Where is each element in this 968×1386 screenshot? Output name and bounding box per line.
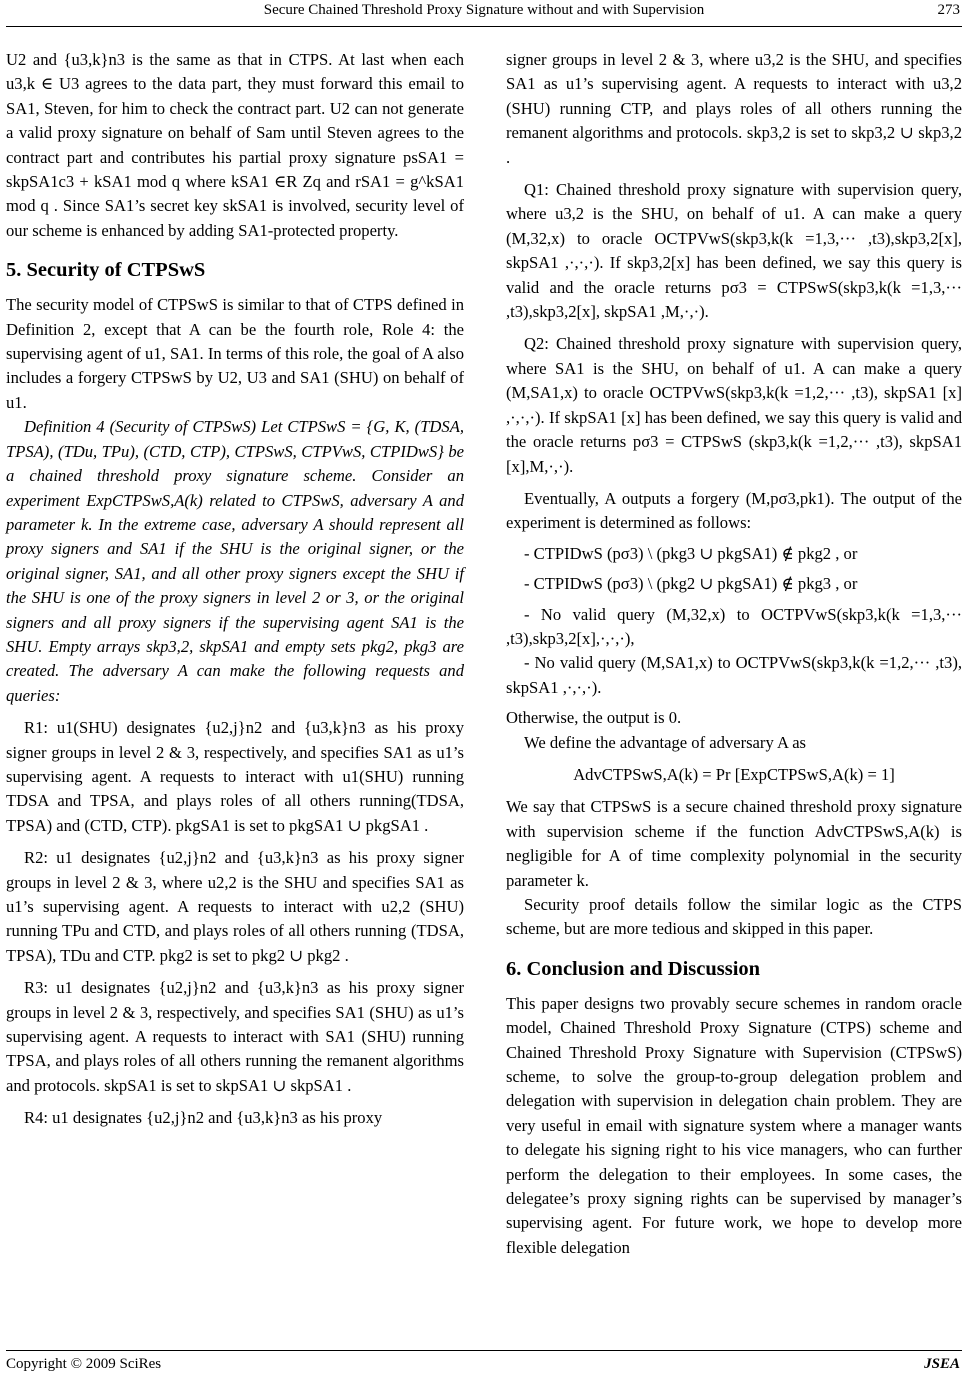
definition-4: Definition 4 (Security of CTPSwS) Let CTPSwS = {G, K, (TDSA, TPSA), (TDu, TPu), (CTD, CTP), CTPSwS, CTPVwS, CTPIDwS} be a chained threshold proxy signature scheme. Consider an experiment ExpCTPSwS,A(k) related to CTPSwS, adversary A and parameter k. In the extreme case, adversary A should represent all proxy signers and SA1 if the SHU is the original signer, or the original signer, SA1, and all other proxy signers except the SHU if the SHU is one of the proxy signers in level 2 or 3, or the original signers and all proxy signers if the supervising agent SA1 is the SHU. Empty arrays skp3,2, skpSA1 and empty sets pkg2, pkg3 are created. The adversary A can make the following requests and queries: bbox=[6, 417, 464, 705]
page-number: 273 bbox=[937, 2, 960, 18]
request-r2: R2: u1 designates {u2,j}n2 and {u3,k}n3 as his proxy signer groups in level 2 & 3, where u2,2 is the SHU and specifies SA1 as u1’s supervising agent. A requests to interact with u2,2 (SHU) running TPu and CTD, and plays roles of all others running (TDSA, TPSA), TDu and CTP. pkg2 is set to pkg2 ∪ pkg2 . bbox=[6, 848, 464, 965]
paragraph-conclusion: This paper designs two provably secure schemes in random oracle model, Chained Threshold Proxy Signature (CTPS) scheme and Chained Threshold Proxy Signature with Supervision (CTPSwS) scheme, to solve the group-to-group delegation problem and delegation with supervision in delegation chain problem. They are very useful in email with signature system where a manager wants to delegate his signing right to his vice managers, who can further perform the delegation to their employees. In some cases, the delegatee’s proxy signing rights can be supervised by manager’s supervising agent. For future work, we hope to develop more flexible delegation bbox=[506, 993, 962, 1257]
query-q2: Q2: Chained threshold proxy signature with supervision query, where SA1 is the SHU, on behalf of u1. A can make a query (M,SA1,x) to oracle OCTPVwS(skp3,k(k =1,2,··· ,t3), skpSA1 [x] ,·,·,·). If skpSA1 [x] has been defined, we say this query is valid and the oracle returns pσ3 = CTPSwS (skp3,k(k =1,2,··· ,t3), skpSA1 [x],M,·,·). bbox=[506, 334, 962, 476]
paragraph-intro: U2 and {u3,k}n3 is the same as that in CTPS. At last when each u3,k ∈ U3 agrees to the data part, they must forward this email to SA1, Steven, for him to check the contract part. U2 can not generate a valid proxy signature on behalf of Sam until Steven agrees to the contract part and contributes his partial proxy signature psSA1 = skpSA1c3 + kSA1 mod q where kSA1 ∈R Zq and rSA1 = g^kSA1 mod q . Since SA1’s secret key skSA1 is involved, security level of our scheme is enhanced by adding SA1-protected property. bbox=[6, 50, 464, 240]
paragraph-eventually: Eventually, A outputs a forgery (M,pσ3,pk1). The output of the experiment is determined as follows: bbox=[506, 488, 962, 533]
query-q1: Q1: Chained threshold proxy signature with supervision query, where u3,2 is the SHU, on behalf of u1. A can make a query (M,32,x) to oracle OCTPVwS(skp3,k(k =1,3,··· ,t3),skp3,2[x], skpSA1 ,·,·,·). If skp3,2[x] has been defined, we say this query is valid and the oracle returns pσ3 = CTPSwS(skp3,k(k =1,3,··· ,t3),skp3,2[x], skpSA1 ,M,·,·). bbox=[506, 180, 962, 322]
request-r4: R4: u1 designates {u2,j}n2 and {u3,k}n3 as his proxy bbox=[24, 1108, 383, 1128]
right-column bbox=[506, 48, 962, 1260]
journal-abbrev: JSEA bbox=[924, 1356, 960, 1372]
section-6-heading: 6. Conclusion and Discussion bbox=[506, 957, 761, 980]
condition-2: - CTPIDwS (pσ3) \ (pkg2 ∪ pkgSA1) ∉ pkg3 , or bbox=[524, 574, 858, 594]
request-r3: R3: u1 designates {u2,j}n2 and {u3,k}n3 as his proxy signer groups in level 2 & 3, respectively, and specifies SA1 (SHU) as u1’s supervising agent. A requests to interact with SA1 (SHU) running TPSA, and plays roles of all others running the remanent algorithms and protocols. skpSA1 is set to skpSA1 ∪ skpSA1 . bbox=[6, 978, 464, 1095]
paragraph-define-adv: We define the advantage of adversary A as bbox=[524, 732, 807, 752]
copyright-notice: Copyright © 2009 SciRes bbox=[6, 1356, 162, 1372]
condition-3: - No valid query (M,32,x) to OCTPVwS(skp3,k(k =1,3,··· ,t3),skp3,2[x],·,·,·), bbox=[506, 604, 962, 648]
footer-rule bbox=[6, 1350, 962, 1351]
request-r1: R1: u1(SHU) designates {u2,j}n2 and {u3,k}n3 as his proxy signer groups in level 2 & 3, respectively, and specifies SA1 as u1’s supervising agent. A requests to interact with u1(SHU) running TDSA and TPSA, and plays roles of all others running(TDSA, TPSA) and (CTD, CTP). pkgSA1 is set to pkgSA1 ∪ pkgSA1 . bbox=[6, 718, 464, 835]
left-column bbox=[6, 48, 464, 1131]
paragraph-security-model: The security model of CTPSwS is similar to that of CTPS defined in Definition 2, except that A can be the fourth role, Role 4: the supervising agent of u1, SA1. In terms of this role, the goal of A also includes a forgery CTPSwS by U2, U3 and SA1 (SHU) on behalf of u1. bbox=[6, 295, 464, 412]
paragraph-r4-continued: signer groups in level 2 & 3, where u3,2 is the SHU, and specifies SA1 as u1’s supervising agent. A requests to interact with u3,2 (SHU) running CTP, and plays roles of all others running the remanent algorithms and protocols. skp3,2 is set to skp3,2 ∪ skp3,2 . bbox=[506, 50, 962, 167]
paragraph-otherwise: Otherwise, the output is 0. bbox=[506, 708, 682, 728]
section-5-heading: 5. Security of CTPSwS bbox=[6, 259, 206, 282]
condition-1: - CTPIDwS (pσ3) \ (pkg3 ∪ pkgSA1) ∉ pkg2 , or bbox=[524, 543, 858, 563]
condition-4: - No valid query (M,SA1,x) to OCTPVwS(skp3,k(k =1,2,··· ,t3), skpSA1 ,·,·,·). bbox=[506, 653, 962, 697]
running-title: Secure Chained Threshold Proxy Signature without and with Supervision bbox=[263, 2, 705, 18]
paragraph-proof: Security proof details follow the similar logic as the CTPS scheme, but are more tedious and skipped in this paper. bbox=[506, 895, 962, 939]
running-header bbox=[0, 2, 968, 22]
paragraph-secure-definition: We say that CTPSwS is a secure chained threshold proxy signature with supervision scheme if the function AdvCTPSwS,A(k) is negligible for A of time complexity polynomial in the security parameter k. bbox=[506, 797, 962, 890]
advantage-formula: AdvCTPSwS,A(k) = Pr [ExpCTPSwS,A(k) = 1] bbox=[573, 764, 895, 784]
header-rule bbox=[6, 26, 962, 27]
